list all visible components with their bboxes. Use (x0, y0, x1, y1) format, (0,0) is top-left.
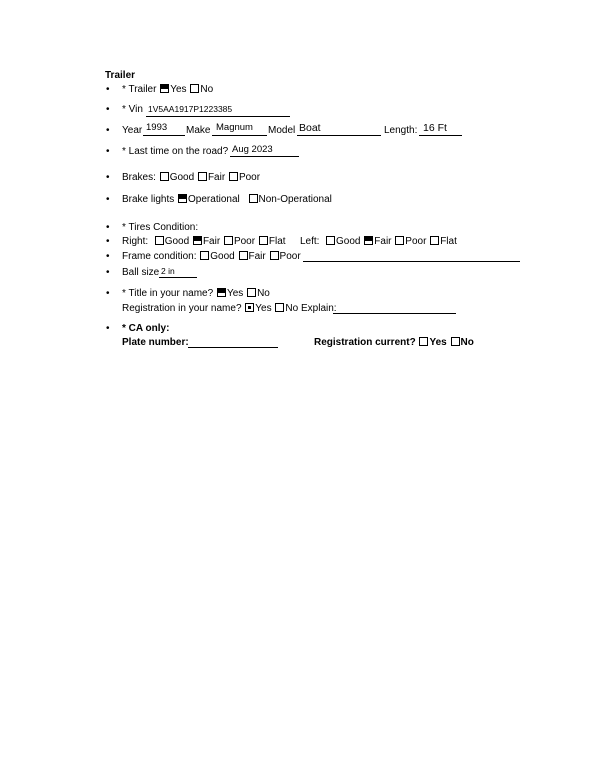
reg-current-row (314, 337, 474, 349)
ca-label: * CA only: (122, 323, 170, 334)
reg-current-no-checkbox[interactable] (451, 337, 460, 346)
trailer-label: * Trailer (122, 84, 157, 95)
brake-lights-operational-label: Operational (188, 194, 240, 205)
title-no-label: No (257, 288, 270, 299)
bullet: • (106, 146, 110, 157)
bullet: • (106, 251, 110, 262)
left-good-label: Good (336, 236, 361, 247)
year-underline (143, 135, 185, 136)
brakes-poor-label: Poor (238, 172, 261, 183)
left-fair-checkbox[interactable] (364, 236, 373, 245)
trailer-no-label: No (200, 84, 214, 95)
frame-good-checkbox[interactable] (200, 251, 209, 260)
bullet: • (106, 104, 110, 115)
make-label: Make (186, 125, 211, 136)
bullet: • (106, 267, 110, 278)
title-yes-checkbox[interactable] (217, 288, 226, 297)
year-field[interactable]: 1993 (146, 122, 168, 133)
frame-good-label: Good (210, 251, 235, 262)
registration-label: Registration in your name? (122, 303, 242, 314)
frame-poor-checkbox[interactable] (270, 251, 279, 260)
tires-right-row (122, 236, 286, 248)
bullet: • (106, 125, 110, 136)
registration-yes-label: Yes (255, 303, 272, 314)
model-field[interactable]: Boat (299, 122, 321, 134)
vin-label: * Vin (122, 104, 143, 115)
trailer-yes-label: Yes (170, 84, 187, 95)
reg-current-yes-checkbox[interactable] (419, 337, 428, 346)
frame-label: Frame condition: (122, 251, 197, 262)
left-good-checkbox[interactable] (326, 236, 335, 245)
registration-no-checkbox[interactable] (275, 303, 284, 312)
last-road-underline (230, 156, 299, 157)
left-flat-checkbox[interactable] (430, 236, 439, 245)
left-fair-label: Fair (374, 236, 392, 247)
bullet: • (106, 172, 110, 183)
registration-no-label: No (285, 303, 299, 314)
bullet: • (106, 194, 110, 205)
length-field[interactable]: 16 Ft (423, 122, 447, 134)
brakes-good-label: Good (169, 172, 195, 183)
tires-left-row (300, 236, 457, 248)
make-field[interactable]: Magnum (216, 122, 253, 133)
brake-lights-label: Brake lights (122, 194, 175, 205)
ball-underline (159, 277, 197, 278)
reg-current-yes-label: Yes (429, 337, 447, 348)
bullet: • (106, 84, 110, 95)
registration-row (122, 303, 337, 315)
right-fair-label: Fair (202, 236, 221, 247)
bullet: • (106, 288, 110, 299)
tires-right-label: Right: (122, 236, 149, 247)
tires-label: * Tires Condition: (122, 222, 199, 233)
frame-poor-label: Poor (279, 251, 301, 262)
right-fair-checkbox[interactable] (193, 236, 202, 245)
reg-current-no-label: No (460, 337, 474, 348)
frame-notes-underline[interactable] (303, 261, 520, 262)
frame-row (122, 251, 301, 263)
vin-field[interactable]: 1V5AA1917P1223385 (148, 104, 233, 114)
model-label: Model (268, 125, 296, 136)
left-flat-label: Flat (440, 236, 457, 247)
frame-fair-label: Fair (248, 251, 266, 262)
left-poor-label: Poor (405, 236, 427, 247)
section-title: Trailer (105, 70, 136, 81)
registration-explain-label: Explain: (300, 303, 337, 314)
plate-label: Plate number: (122, 337, 189, 348)
year-label: Year (122, 125, 143, 136)
title-no-checkbox[interactable] (247, 288, 256, 297)
brakes-label: Brakes: (122, 172, 156, 183)
vin-underline (146, 116, 290, 117)
make-underline (212, 135, 267, 136)
tires-left-label: Left: (300, 236, 320, 247)
brakes-fair-checkbox[interactable] (198, 172, 207, 181)
right-good-label: Good (164, 236, 190, 247)
brakes-row (122, 172, 260, 184)
reg-current-label: Registration current? (314, 337, 416, 348)
ball-label: Ball size (122, 267, 160, 278)
left-poor-checkbox[interactable] (395, 236, 404, 245)
trailer-yes-checkbox[interactable] (160, 84, 169, 93)
registration-explain-underline[interactable] (333, 313, 456, 314)
bullet: • (106, 236, 110, 247)
brake-lights-nonop-label: Non-Operational (258, 194, 332, 205)
brake-lights-nonop-checkbox[interactable] (249, 194, 258, 203)
trailer-no-checkbox[interactable] (190, 84, 199, 93)
plate-underline[interactable] (188, 347, 278, 348)
length-label: Length: (384, 125, 418, 136)
brake-lights-operational-checkbox[interactable] (178, 194, 187, 203)
right-flat-label: Flat (268, 236, 286, 247)
registration-yes-checkbox[interactable] (245, 303, 254, 312)
title-label: * Title in your name? (122, 288, 214, 299)
right-flat-checkbox[interactable] (259, 236, 268, 245)
right-poor-label: Poor (233, 236, 256, 247)
brake-lights-row (122, 194, 332, 206)
title-yes-label: Yes (226, 288, 244, 299)
trailer-row (122, 84, 213, 96)
right-poor-checkbox[interactable] (224, 236, 233, 245)
frame-fair-checkbox[interactable] (239, 251, 248, 260)
brakes-fair-label: Fair (207, 172, 226, 183)
right-good-checkbox[interactable] (155, 236, 164, 245)
length-underline (419, 135, 462, 136)
brakes-good-checkbox[interactable] (160, 172, 169, 181)
model-underline (297, 135, 381, 136)
last-road-label: * Last time on the road? (122, 146, 229, 157)
last-road-field[interactable]: Aug 2023 (232, 144, 273, 155)
title-row (122, 288, 270, 300)
ball-field[interactable]: 2 in (161, 266, 175, 276)
bullet: • (106, 222, 110, 233)
bullet: • (106, 323, 110, 334)
brakes-poor-checkbox[interactable] (229, 172, 238, 181)
